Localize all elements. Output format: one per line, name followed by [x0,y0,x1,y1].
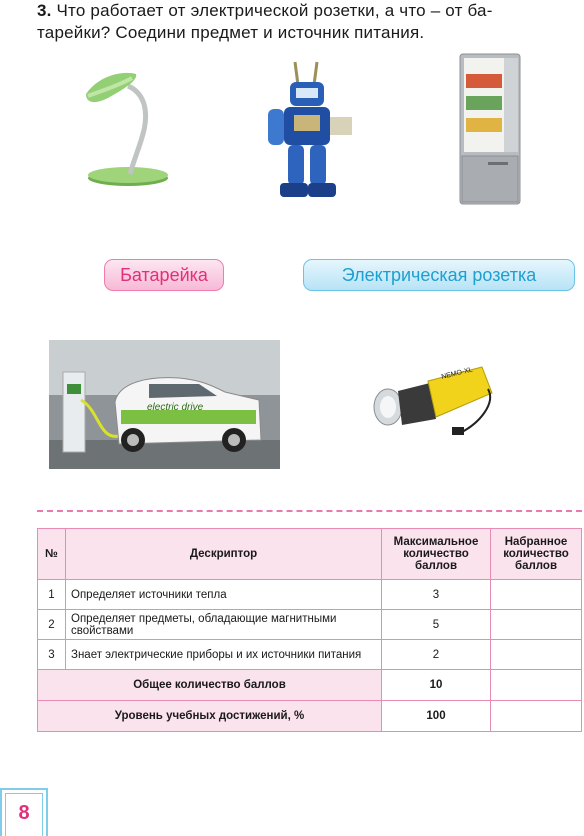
table-row [38,640,582,670]
row-max: 2 [382,640,491,670]
task-number: 3. [37,1,52,20]
header-num: № [38,529,66,580]
row-num: 2 [38,610,66,640]
task-text [37,0,577,44]
total-got[interactable] [491,670,582,701]
task-line-2: тарейки? Соедини предмет и источник питания. [37,23,425,42]
page-number-text: 8 [18,801,30,824]
level-label: Уровень учебных достижений, % [38,701,382,732]
row-max: 3 [382,580,491,610]
row-got[interactable] [491,640,582,670]
header-descriptor: Дескриптор [66,529,382,580]
level-value: 100 [382,701,491,732]
electric-car-image[interactable] [49,340,280,469]
row-num: 1 [38,580,66,610]
total-row [38,670,582,701]
row-got[interactable] [491,580,582,610]
flashlight-image[interactable] [370,363,505,443]
assessment-table [37,528,582,732]
level-got[interactable] [491,701,582,732]
toy-robot-image[interactable] [262,57,357,205]
table-row [38,580,582,610]
task-line-1: Что работает от электрической розетки, а что – от ба- [56,1,493,20]
header-max: Максимальное количество баллов [382,529,491,580]
row-descriptor: Определяет источники тепла [66,580,382,610]
table-row [38,610,582,640]
section-divider [37,510,582,512]
page-number [0,788,48,836]
level-row [38,701,582,732]
battery-label[interactable]: Батарейка [104,259,224,291]
row-got[interactable] [491,610,582,640]
row-max: 5 [382,610,491,640]
row-num: 3 [38,640,66,670]
total-value: 10 [382,670,491,701]
flashlight-branding-text: NEMO-XL [440,366,474,381]
refrigerator-image[interactable] [458,52,528,209]
desk-lamp-image[interactable] [78,66,173,191]
socket-label[interactable]: Электрическая розетка [303,259,575,291]
total-label: Общее количество баллов [38,670,382,701]
header-got: Набранное количество баллов [491,529,582,580]
car-branding-text: electric drive [147,402,204,413]
row-descriptor: Знает электрические приборы и их источники питания [66,640,382,670]
row-descriptor: Определяет предметы, обладающие магнитными свойствами [66,610,382,640]
